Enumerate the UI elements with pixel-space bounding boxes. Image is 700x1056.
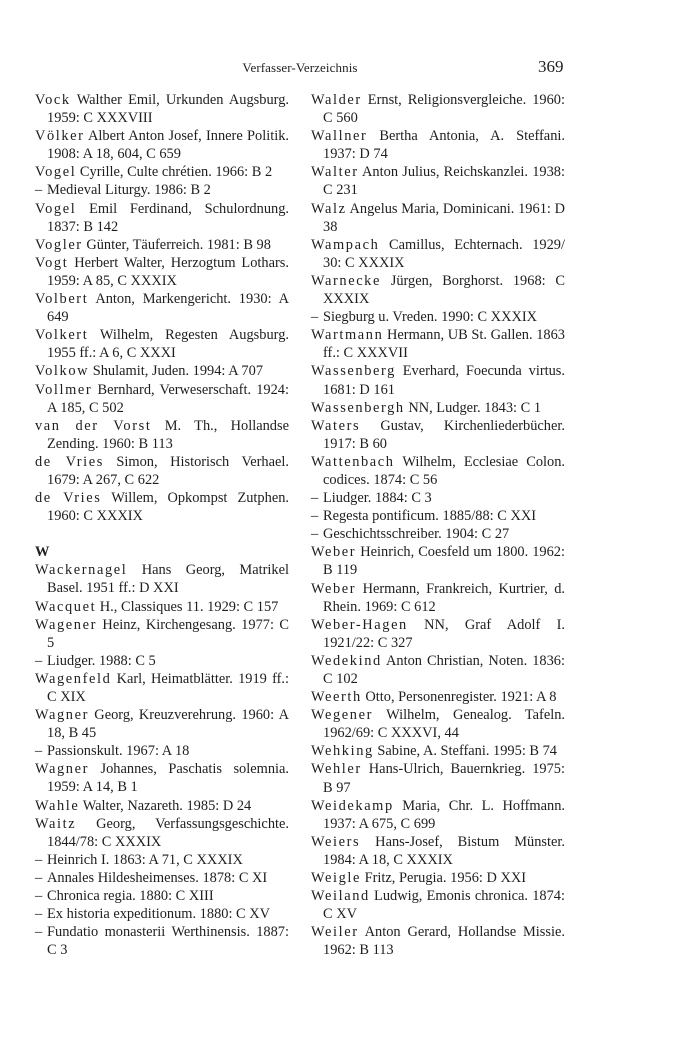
- index-entry: [311, 453, 565, 489]
- author-surname: Vollmer: [35, 381, 93, 398]
- index-subentry: [35, 652, 289, 670]
- entry-text: Camillus, Echternach. 1929/ 30: C XXXIX: [323, 236, 565, 271]
- entry-text: Fritz, Perugia. 1956: D XXI: [361, 870, 527, 887]
- author-surname: Wallner: [311, 128, 368, 145]
- author-surname: Weiler: [311, 924, 359, 941]
- author-surname: Wampach: [311, 236, 380, 253]
- author-surname: Wacquet: [35, 598, 97, 615]
- index-entry: [35, 670, 289, 706]
- entry-text: Heinrich I. 1863: A 71, C XXXIX: [47, 851, 243, 868]
- author-surname: Wahle: [35, 797, 80, 814]
- index-entry: [35, 815, 289, 851]
- index-entry: [35, 417, 289, 453]
- entry-text: M. Th., Hollandse Zending. 1960: B 113: [47, 417, 289, 452]
- entry-text: Ernst, Religionsvergleiche. 1960: C 560: [323, 92, 565, 127]
- index-subentry: [311, 507, 565, 525]
- author-surname: Warnecke: [311, 272, 381, 289]
- index-subentry: [35, 181, 289, 199]
- entry-text: Jürgen, Borghorst. 1968: C XXXIX: [323, 272, 565, 308]
- continuation-dash: –: [311, 490, 319, 507]
- index-entry: [35, 616, 289, 652]
- index-entry: [35, 598, 289, 616]
- entries-right: [311, 91, 565, 960]
- entry-text: Herbert Walter, Herzogtum Lothars. 1959: A 85, C XXXIX: [47, 254, 289, 289]
- entry-text: Otto, Personenregister. 1921: A 8: [361, 689, 557, 706]
- index-subentry: [311, 525, 565, 543]
- index-subentry: [311, 308, 565, 326]
- entry-text: Simon, Historisch Verhael. 1679: A 267, C 622: [47, 453, 289, 488]
- author-surname: Weber: [311, 544, 357, 561]
- entry-text: Sabine, A. Steffani. 1995: B 74: [373, 743, 558, 760]
- author-surname: Vogt: [35, 254, 69, 271]
- index-entry: [311, 326, 565, 362]
- index-entry: [35, 362, 289, 380]
- author-surname: Weber: [311, 580, 357, 597]
- index-entry: [311, 616, 565, 652]
- entry-text: Wilhelm, Ecclesiae Colon. codices. 1874: C 56: [323, 453, 565, 488]
- index-entry: [35, 236, 289, 254]
- continuation-dash: –: [35, 652, 43, 669]
- entry-text: H., Classiques 11. 1929: C 157: [96, 598, 279, 615]
- author-surname: Wegener: [311, 707, 373, 724]
- entry-text: Gustav, Kirchenliederbücher. 1917: B 60: [323, 417, 565, 452]
- index-subentry: [35, 742, 289, 760]
- index-entry: [35, 381, 289, 417]
- index-entry: [35, 561, 289, 597]
- entry-text: Hans-Josef, Bistum Münster. 1984: A 18, C XXXIX: [323, 833, 565, 868]
- author-surname: Weigle: [311, 870, 361, 887]
- index-subentry: [311, 489, 565, 507]
- index-entry: [311, 706, 565, 742]
- entry-text: Liudger. 1884: C 3: [323, 490, 432, 507]
- author-surname: Waitz: [35, 815, 77, 832]
- index-entry: [35, 127, 289, 163]
- index-entry: [311, 362, 565, 398]
- author-surname: de Vries: [35, 453, 104, 470]
- author-surname: Wehler: [311, 761, 362, 778]
- index-entry: [35, 254, 289, 290]
- entry-text: Günter, Täuferreich. 1981: B 98: [82, 236, 271, 253]
- entry-text: Cyrille, Culte chrétien. 1966: B 2: [76, 164, 273, 181]
- entry-text: Georg, Verfassungsgeschichte. 1844/78: C XXXIX: [47, 815, 289, 850]
- index-entry: [311, 417, 565, 453]
- author-surname: de Vries: [35, 490, 102, 507]
- index-entry: [311, 923, 565, 959]
- author-surname: Walz: [311, 200, 347, 217]
- entry-text: Albert Anton Josef, Innere Politik. 1908: A 18, 604, C 659: [47, 128, 289, 163]
- author-surname: Weerth: [311, 689, 362, 706]
- index-subentry: [35, 851, 289, 869]
- entry-text: Wilhelm, Regesten Augsburg. 1955 ff.: A 6, C XXXI: [47, 327, 289, 362]
- entry-text: Johannes, Paschatis solemnia. 1959: A 14, B 1: [47, 761, 289, 796]
- index-entry: [35, 290, 289, 326]
- author-surname: Volkow: [35, 363, 90, 380]
- index-entry: [311, 127, 565, 163]
- index-entry: [311, 833, 565, 869]
- author-surname: Wartmann: [311, 327, 384, 344]
- index-entry: [311, 200, 565, 236]
- author-surname: Walder: [311, 92, 362, 108]
- entry-text: NN, Graf Adolf I. 1921/22: C 327: [323, 616, 565, 651]
- index-entry: [311, 652, 565, 688]
- index-entry: [35, 163, 289, 181]
- index-entry: [311, 580, 565, 616]
- continuation-dash: –: [35, 888, 43, 905]
- entry-text: Hans-Ulrich, Bauernkrieg. 1975: B 97: [323, 761, 565, 796]
- entry-text: Heinrich, Coesfeld um 1800. 1962: B 119: [323, 544, 565, 579]
- entry-text: Shulamit, Juden. 1994: A 707: [89, 363, 264, 380]
- author-surname: Vogel: [35, 164, 77, 181]
- index-subentry: [35, 905, 289, 923]
- entry-text: Annales Hildesheimenses. 1878: C XI: [47, 869, 268, 886]
- author-surname: Wattenbach: [311, 453, 395, 470]
- author-surname: Volbert: [35, 291, 89, 308]
- index-entry: [311, 236, 565, 272]
- entry-text: Hermann, Frankreich, Kurtrier, d. Rhein. 1969: C 612: [323, 580, 565, 615]
- continuation-dash: –: [35, 182, 43, 199]
- entry-text: Regesta pontificum. 1885/88: C XXI: [323, 508, 537, 525]
- index-entry: [35, 326, 289, 362]
- continuation-dash: –: [35, 906, 43, 923]
- index-entry: [311, 543, 565, 579]
- continuation-dash: –: [311, 508, 319, 525]
- author-surname: Wackernagel: [35, 562, 128, 579]
- index-subentry: [35, 887, 289, 905]
- entry-text: Anton Christian, Noten. 1836: C 102: [323, 652, 565, 687]
- continuation-dash: –: [311, 526, 319, 543]
- index-entry: [311, 887, 565, 923]
- entry-text: Heinz, Kirchengesang. 1977: C 5: [47, 616, 289, 651]
- entry-text: Fundatio monasterii Werthinensis. 1887: C 3: [47, 924, 289, 959]
- author-surname: Wedekind: [311, 652, 382, 669]
- entries-v: [35, 91, 289, 525]
- entry-text: Bernhard, Verweserschaft. 1924: A 185, C 502: [47, 381, 289, 416]
- author-surname: Wassenbergh: [311, 399, 405, 416]
- entry-text: Liudger. 1988: C 5: [47, 652, 156, 669]
- index-entry: [311, 163, 565, 199]
- entry-text: Walther Emil, Urkunden Augsburg. 1959: C XXXVIII: [47, 92, 289, 127]
- entries-w: [35, 561, 289, 959]
- entry-text: Willem, Opkompst Zutphen. 1960: C XXXIX: [47, 490, 290, 525]
- index-subentry: [35, 923, 289, 959]
- index-entry: [35, 91, 289, 127]
- author-surname: Walter: [311, 164, 359, 181]
- entry-text: Walter, Nazareth. 1985: D 24: [79, 797, 252, 814]
- entry-text: Everhard, Foecunda virtus. 1681: D 161: [323, 363, 565, 398]
- entry-text: Bertha Antonia, A. Steffani. 1937: D 74: [323, 128, 565, 163]
- index-entry: [35, 489, 289, 525]
- running-title: Verfasser-Verzeichnis: [242, 60, 358, 75]
- entry-text: Siegburg u. Vreden. 1990: C XXXIX: [323, 309, 538, 326]
- author-surname: Wagenfeld: [35, 670, 112, 687]
- entry-text: Hans Georg, Matrikel Basel. 1951 ff.: D XXI: [47, 562, 289, 597]
- page-number: 369: [538, 57, 564, 76]
- author-surname: van der Vorst: [35, 417, 152, 434]
- author-surname: Weiland: [311, 888, 370, 905]
- entry-text: Karl, Heimatblätter. 1919 ff.: C XIX: [47, 670, 289, 705]
- entry-text: Hermann, UB St. Gallen. 1863 ff.: C XXXVII: [323, 327, 565, 362]
- entry-text: Geschichtsschreiber. 1904: C 27: [323, 526, 510, 543]
- index-entry: [311, 399, 565, 417]
- continuation-dash: –: [311, 309, 319, 326]
- continuation-dash: –: [35, 924, 43, 941]
- author-surname: Vock: [35, 92, 71, 108]
- index-entry: [311, 272, 565, 308]
- continuation-dash: –: [35, 851, 43, 868]
- author-surname: Wagener: [35, 616, 97, 633]
- index-entry: [35, 797, 289, 815]
- author-surname: Weidekamp: [311, 797, 394, 814]
- index-entry: [311, 760, 565, 796]
- index-subentry: [35, 869, 289, 887]
- index-entry: [311, 797, 565, 833]
- entry-text: Medieval Liturgy. 1986: B 2: [47, 182, 211, 199]
- index-entry: [311, 91, 565, 127]
- author-surname: Vogel: [35, 200, 77, 217]
- index-entry: [35, 760, 289, 796]
- index-entry: [311, 869, 565, 887]
- index-entry: [35, 706, 289, 742]
- index-entry: [35, 200, 289, 236]
- left-column: [35, 91, 289, 959]
- entry-text: Anton, Markengericht. 1930: A 649: [47, 291, 289, 326]
- entry-text: Anton Julius, Reichskanzlei. 1938: C 231: [323, 164, 565, 199]
- entry-text: Ex historia expeditionum. 1880: C XV: [47, 906, 271, 923]
- author-surname: Weiers: [311, 833, 361, 850]
- entry-text: Passionskult. 1967: A 18: [47, 743, 190, 760]
- entry-text: Ludwig, Emonis chronica. 1874: C XV: [323, 888, 565, 923]
- author-surname: Waters: [311, 417, 361, 434]
- index-entry: [311, 688, 565, 706]
- index-entry: [311, 742, 565, 760]
- continuation-dash: –: [35, 743, 43, 760]
- author-surname: Völker: [35, 128, 85, 145]
- author-surname: Wagner: [35, 761, 89, 778]
- author-surname: Wassenberg: [311, 363, 396, 380]
- author-surname: Weber-Hagen: [311, 616, 408, 633]
- entry-text: Wilhelm, Genealog. Tafeln. 1962/69: C XXXVI, 44: [323, 707, 565, 742]
- running-head: [0, 58, 700, 78]
- entry-text: Angelus Maria, Dominicani. 1961: D 38: [323, 200, 565, 235]
- entry-text: Emil Ferdinand, Schulordnung. 1837: B 142: [47, 200, 289, 235]
- entry-text: Anton Gerard, Hollandse Missie. 1962: B 113: [323, 924, 565, 959]
- author-surname: Vogler: [35, 236, 83, 253]
- entry-text: NN, Ludger. 1843: C 1: [404, 399, 542, 416]
- author-surname: Wagner: [35, 707, 89, 724]
- author-surname: Wehking: [311, 743, 374, 760]
- entry-text: Chronica regia. 1880: C XIII: [47, 888, 214, 905]
- right-column: [311, 91, 565, 960]
- continuation-dash: –: [35, 869, 43, 886]
- entry-text: Maria, Chr. L. Hoffmann. 1937: A 675, C 699: [323, 797, 565, 832]
- entry-text: Georg, Kreuzverehrung. 1960: A 18, B 45: [47, 707, 289, 742]
- index-entry: [35, 453, 289, 489]
- letter-heading: W: [35, 544, 50, 561]
- author-surname: Volkert: [35, 327, 89, 344]
